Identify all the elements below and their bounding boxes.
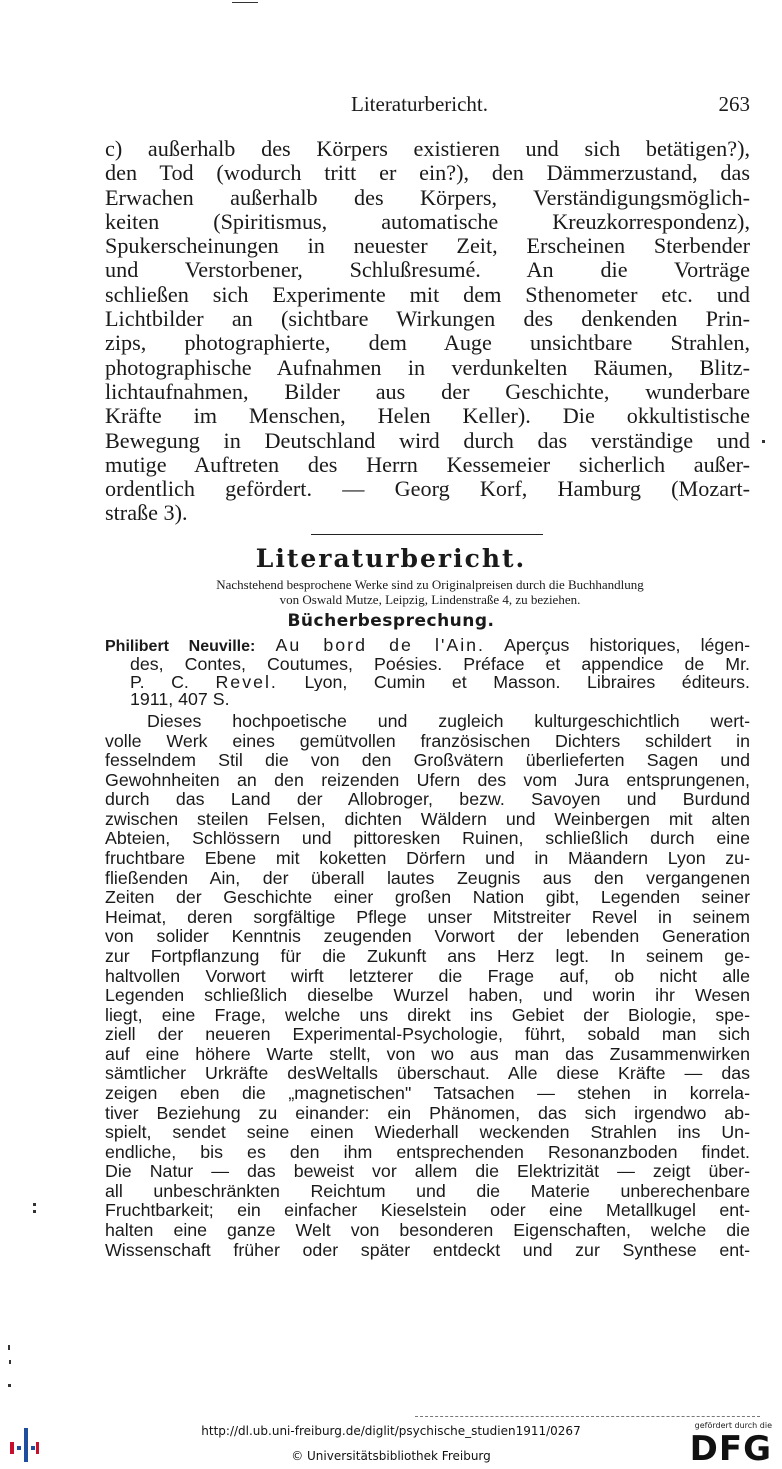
text-line: straße 3). xyxy=(105,501,188,526)
review-line: fließenden Ain, der überall lautes Zeugnis aus den vergangenen xyxy=(105,868,750,888)
book-citation xyxy=(105,637,750,709)
margin-speck xyxy=(9,1360,11,1364)
review-line: zur Fortpflanzung für die Zukunft ans Herz legt. In seinem ge- xyxy=(105,946,750,966)
review-line: volle Werk eines gemütvollen französischen Dichters schildert in xyxy=(105,731,750,751)
margin-speck xyxy=(8,1384,11,1387)
dfg-logo: DFG xyxy=(689,1429,772,1469)
review-line: von solider Kenntnis zeugenden Vorwort der lebenden Generation xyxy=(105,927,750,947)
page-header xyxy=(105,92,750,122)
bottom-scan-rule xyxy=(415,1416,760,1417)
notice-line: Nachstehend besprochene Werke sind zu Originalpreisen durch die Buchhandlung xyxy=(216,577,644,592)
review-line: endliche, bis es den ihm entsprechenden Resonanzboden findet. xyxy=(105,1142,750,1162)
editor-initials: P. C. xyxy=(130,673,189,692)
text-line: Bewegung in Deutschland wird durch das verständige und xyxy=(105,428,750,453)
review-line: Fruchtbarkeit; ein einfacher Kieselstein oder eine Metallkugel ent- xyxy=(105,1201,750,1221)
review-line: Gewohnheiten an den reizenden Ufern des vom Jura entsprungenen, xyxy=(105,770,750,790)
book-subtitle: Aperçus historiques, légen- xyxy=(504,637,750,655)
section-title: Literaturbericht. xyxy=(255,544,527,573)
margin-speck xyxy=(762,440,765,443)
review-line: liegt, eine Frage, welche uns direkt ins Gebiet der Biologie, spe- xyxy=(105,1005,750,1025)
review-line: spielt, sendet seine einen Wiederhall weckenden Strahlen ins Un- xyxy=(105,1123,750,1143)
text-line: ordentlich gefördert. — Georg Korf, Hamburg (Mozart- xyxy=(105,477,750,502)
review-line: all unbeschränkten Reichtum und die Materie unberechenbare xyxy=(105,1181,750,1201)
review-line: sämtlicher Urkräfte desWeltalls überschaut. Alle diese Kräfte — das xyxy=(105,1064,750,1084)
review-line: Legenden schließlich dieselbe Wurzel haben, und worin ihr Wesen xyxy=(105,986,750,1006)
book-author: Philibert Neuville: xyxy=(105,638,256,655)
text-line: photographische Aufnahmen in verdunkelten Räumen, Blitz- xyxy=(105,355,750,380)
text-line: den Tod (wodurch tritt er ein?), den Dämmerzustand, das xyxy=(105,161,750,186)
citation-line: 1911, 407 S. xyxy=(130,691,230,710)
text-line: und Verstorbener, Schlußresumé. An die Vorträge xyxy=(105,258,750,283)
margin-speck xyxy=(8,1345,10,1350)
top-edge-mark xyxy=(232,2,258,3)
text-line: keiten (Spiritismus, automatische Kreuzkorrespondenz), xyxy=(105,209,750,234)
review-line: haltvollen Vorwort wirft letzterer die Frage auf, ob nicht alle xyxy=(105,966,750,986)
review-line: ziell der neueren Experimental-Psychologie, führt, sobald man sich xyxy=(105,1025,750,1045)
publisher-info: Lyon, Cumin et Masson. Libraires éditeurs. xyxy=(304,673,750,692)
review-line: fruchtbare Ebene mit koketten Dörfern und in Mäandern Lyon zu- xyxy=(105,849,750,869)
source-url-link[interactable]: http://dl.ub.uni-freiburg.de/diglit/psychische_studien1911/0267 xyxy=(201,1424,581,1438)
review-line: zwischen steilen Felsen, dichten Wäldern und Weinbergen mit alten xyxy=(105,809,750,829)
text-line: Kräfte im Menschen, Helen Keller). Die okkultistische xyxy=(105,404,750,429)
review-line: fesselndem Stil die von den Großvätern überlieferten Sagen und xyxy=(105,751,750,771)
review-line: Zeiten der Geschichte einer großen Nation gibt, Legenden seiner xyxy=(105,888,750,908)
book-review-text xyxy=(105,712,750,1260)
review-line: zeigen eben die „magnetischen" Tatsachen — stehen in korrela- xyxy=(105,1083,750,1103)
citation-line xyxy=(105,637,750,656)
dfg-caption: gefördert durch die xyxy=(694,1421,772,1430)
review-line: Heimat, deren sorgfältige Pflege unser Mitstreiter Revel in seinem xyxy=(105,907,750,927)
review-line: Wissenschaft früher oder später entdeckt und zur Synthese ent- xyxy=(105,1240,750,1260)
review-line: halten eine ganze Welt von besonderen Eigenschaften, welche die xyxy=(105,1221,750,1241)
citation-line xyxy=(105,674,750,692)
citation-line: des, Contes, Coutumes, Poésies. Préface et appendice de Mr. xyxy=(130,655,750,674)
review-line: tiver Beziehung zu einander: ein Phänomen, das sich irgendwo ab- xyxy=(105,1103,750,1123)
book-title: Au bord de l'Ain. xyxy=(275,637,485,655)
footer-bar xyxy=(0,1418,782,1469)
text-line: lichtaufnahmen, Bilder aus der Geschichte, wunderbare xyxy=(105,379,750,404)
editor-name: Revel. xyxy=(215,673,278,692)
subsection-heading: Bücherbesprechung. xyxy=(287,611,495,631)
running-title: Literaturbericht. xyxy=(351,92,489,116)
review-line: Abteien, Schlössern und pittoresken Ruinen, schließlich durch eine xyxy=(105,829,750,849)
copyright-notice: © Universitätsbibliothek Freiburg xyxy=(291,1449,491,1463)
text-line: mutige Auftreten des Herrn Kessemeier sicherlich außer- xyxy=(105,452,750,477)
text-line: Spukerscheinungen in neuester Zeit, Erscheinen Sterbender xyxy=(105,234,750,259)
bookseller-notice xyxy=(110,578,750,607)
article-ending-paragraph xyxy=(105,137,750,526)
margin-speck xyxy=(33,1210,36,1213)
text-line: Lichtbilder an (sichtbare Wirkungen des denkenden Prin- xyxy=(105,307,750,332)
review-line: auf eine höhere Warte stellt, von wo aus man das Zusammenwirken xyxy=(105,1044,750,1064)
margin-speck xyxy=(33,1203,36,1206)
review-line: Die Natur — das beweist vor allem die Elektrizität — zeigt über- xyxy=(105,1162,750,1182)
review-line: durch das Land der Allobroger, bezw. Savoyen und Burdund xyxy=(105,790,750,810)
page-number: 263 xyxy=(718,92,750,116)
notice-line: von Oswald Mutze, Leipzig, Lindenstraße 4, zu beziehen. xyxy=(279,591,581,607)
text-line: c) außerhalb des Körpers existieren und sich betätigen?), xyxy=(105,137,750,161)
text-line: Erwachen außerhalb des Körpers, Verständigungsmöglich- xyxy=(105,185,750,210)
review-line: Dieses hochpoetische und zugleich kulturgeschichtlich wert- xyxy=(147,712,750,731)
text-line: schließen sich Experimente mit dem Sthenometer etc. und xyxy=(105,282,750,307)
text-line: zips, photographierte, dem Auge unsichtbare Strahlen, xyxy=(105,331,750,356)
section-divider xyxy=(311,534,543,535)
